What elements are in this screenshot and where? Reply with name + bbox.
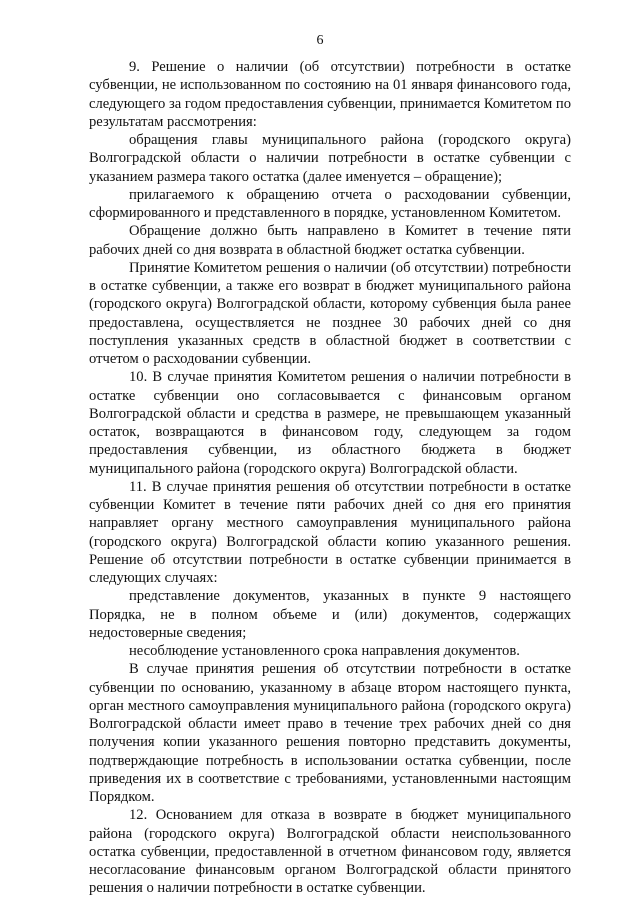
paragraph-decision-deadline: Принятие Комитетом решения о наличии (об отсутствии) потребности в остатке субвенции, а также его возврат в бюджет муниципального района (городского округа) Волгоградской области, которому субвенция была ранее предоставлена, осуществляется не позднее 30 рабочих дней со дня поступления указанных средств в областной бюджет в соответствии с отчетом о расходовании субвенции. bbox=[89, 259, 571, 367]
paragraph-appeal: обращения главы муниципального района (городского округа) Волгоградской области о наличии потребности в остатке субвенции с указанием размера такого остатка (далее именуется – обращение); bbox=[89, 132, 571, 185]
paragraph-incomplete-documents: представление документов, указанных в пункте 9 настоящего Порядка, не в полном объеме и (или) документов, содержащих недостоверные сведения; bbox=[89, 588, 571, 641]
paragraph-missed-deadline: несоблюдение установленного срока направления документов. bbox=[129, 643, 520, 659]
paragraph-clause-12: 12. Основанием для отказа в возврате в бюджет муниципального района (городского округа) Волгоградской области неиспользованного остатка субвенции, предоставленной в отчетном финансовом году, является несогласование финансовым органом Волгоградской области принятого решения о наличии потребности в остатке субвенции. bbox=[89, 807, 571, 897]
page-number: 6 bbox=[316, 33, 324, 48]
paragraph-resubmission: В случае принятия решения об отсутствии потребности в остатке субвенции по основанию, указанному в абзаце втором настоящего пункта, орган местного самоуправления муниципального района (городского округа) Волгоградской области имеет право в течение трех рабочих дней со дня получения копии указанного решения повторно представить документы, подтверждающие потребность в использовании остатка субвенции, после приведения их в соответствие с требованиями, установленными настоящим Порядком. bbox=[89, 661, 571, 805]
paragraph-appeal-deadline: Обращение должно быть направлено в Комитет в течение пяти рабочих дней со дня возврата в областной бюджет остатка субвенции. bbox=[89, 223, 571, 258]
document-body bbox=[89, 58, 571, 898]
paragraph-report: прилагаемого к обращению отчета о расходовании субвенции, сформированного и представленного в порядке, установленном Комитетом. bbox=[89, 186, 571, 221]
paragraph-clause-9: 9. Решение о наличии (об отсутствии) потребности в остатке субвенции, не использованном по состоянию на 01 января финансового года, следующего за годом предоставления субвенции, принимается Комитетом по результатам рассмотрения: bbox=[89, 59, 571, 130]
paragraph-clause-11: 11. В случае принятия решения об отсутствии потребности в остатке субвенции Комитет в течение пяти рабочих дней со дня его принятия направляет органу местного самоуправления муниципального района (городского округа) Волгоградской области копию указанного решения. Решение об отсутствии потребности в остатке субвенции принимается в следующих случаях: bbox=[89, 478, 571, 586]
paragraph-clause-10: 10. В случае принятия Комитетом решения о наличии потребности в остатке субвенции оно согласовывается с финансовым органом Волгоградской области и средства в размере, не превышающем указанный остаток, возвращаются в финансовом году, следующем за годом предоставления субвенции, из областного бюджета в бюджет муниципального района (городского округа) Волгоградской области. bbox=[89, 369, 571, 477]
